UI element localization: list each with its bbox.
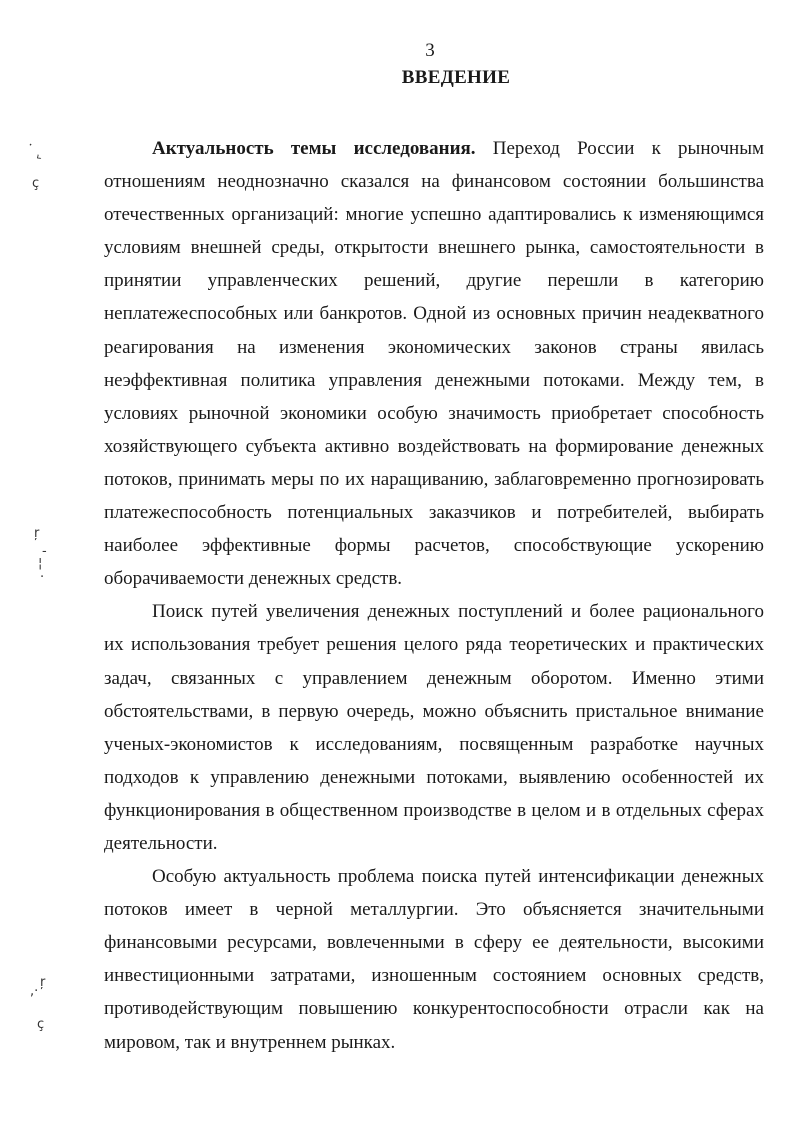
scan-artifact: · [24, 137, 36, 154]
body-text [104, 132, 764, 1059]
scan-artifact: ŗ [40, 975, 46, 990]
paragraph-1-lead-punct: . [470, 138, 476, 159]
scan-artifact: ,· [30, 984, 39, 999]
paragraph-1 [104, 132, 764, 595]
page-number: 3 [425, 40, 435, 61]
scan-artifact: ç [32, 176, 40, 191]
scan-artifact: ŗ [34, 526, 40, 541]
paragraph-1-lead: Актуальность темы исследования [152, 138, 471, 159]
scan-artifact: · [40, 570, 45, 585]
paragraph-3-text: Особую актуальность проблема поиска путей интенсификации денежных потоков имеет в черной металлургии. Это объясняется значительными финансовыми ресурсами, вовлеченными в сферу ее деятельности, высокими инвестиционными затратами, изношенным состоянием основных средств, противодействующим повышению конкурентоспособности отрасли как на мировом, так и внутреннем рынках. [104, 866, 764, 1053]
scan-artifact: ¦ [38, 556, 43, 571]
paragraph-2 [104, 595, 764, 860]
scan-artifact: ‹ [32, 149, 46, 166]
paragraph-3 [104, 860, 764, 1059]
paragraph-1-text: Переход России к рыночным отношениям неоднозначно сказался на финансовом состоянии большинства отечественных организаций: многие успешно адаптировались к изменяющимся условиям внешней среды, открытости внешнего рынка, самостоятельности в принятии управленческих решений, другие перешли в категорию неплатежеспособных или банкротов. Одной из основных причин неадекватного реагирования на изменения экономических законов страны явилась неэффективная политика управления денежными потоками. Между тем, в условиях рыночной экономики особую значимость приобретает способность хозяйствующего субъекта активно воздействовать на формирование денежных потоков, принимать меры по их наращиванию, заблаговременно прогнозировать платежеспособность потенциальных заказчиков и потребителей, выбирать наиболее эффективные формы расчетов, способствующие ускорению оборачиваемости денежных средств. [104, 138, 765, 590]
scan-artifact: - [42, 544, 47, 559]
page-title: ВВЕДЕНИЕ [401, 67, 511, 88]
paragraph-2-text: Поиск путей увеличения денежных поступлений и более рационального их использования требует решения целого ряда теоретических и практических задач, связанных с управлением денежным оборотом. Именно этими обстоятельствами, в первую очередь, можно объяснить пристальное внимание ученых-экономистов к исследованиям, посвященным разработке научных подходов к управлению денежными потоками, выявлению особенностей их функционирования в общественном производстве в целом и в отдельных сферах деятельности. [104, 601, 764, 854]
scan-artifact: ç [37, 1017, 45, 1032]
